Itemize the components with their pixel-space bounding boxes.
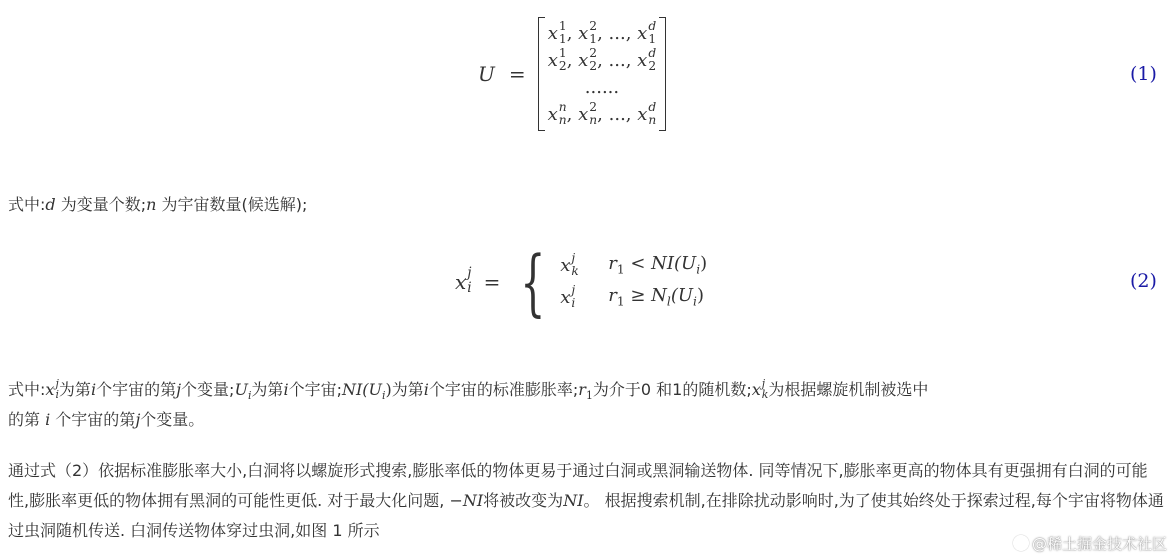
paragraph-variables: 式中:d 为变量个数;n 为宇宙数量(候选解); bbox=[8, 195, 308, 214]
matrix-row-2: x 1 2 , x 2 2 , ..., x d 2 bbox=[547, 45, 657, 73]
matrix-row-dots: ...... bbox=[584, 77, 620, 98]
equation-2-number: (2) bbox=[1130, 270, 1157, 292]
matrix-left-bracket bbox=[538, 17, 545, 131]
paragraph-explanation: 通过式（2）依据标准膨胀率大小,白洞将以螺旋形式搜索,膨胀率低的物体更易于通过白洞或黑洞输送物体. 同等情况下,膨胀率更高的物体具有更强拥有白洞的可能性,膨胀率更低的物体拥有黑洞的可能性更低. 对于最大化问题, −NI将被改变为NI。 根据搜索机制,在排除扰动影响时,为了使其始终处于探索过程,每个宇宙将物体通过虫洞随机传送. 白洞传送物体穿过虫洞,如图 1 所示 bbox=[8, 461, 1164, 540]
matrix-row-1: x 1 1 , x 2 1 , ..., x d 1 bbox=[547, 18, 657, 46]
equation-2: x j i = { x j k $r_1 < NI(U_i)$ x j i $r_1 \ge N_l(U_i)$ bbox=[455, 240, 708, 324]
equation-1 bbox=[478, 14, 666, 134]
eq1-equals: = bbox=[508, 62, 526, 86]
juejin-logo-icon bbox=[1013, 535, 1029, 551]
case-1: x j k $r_1 < NI(U_i)$ bbox=[560, 251, 708, 278]
equation-1-number: (1) bbox=[1130, 63, 1157, 85]
matrix-row-n: x n n , x 2 n , ..., x d n bbox=[547, 99, 657, 127]
matrix-right-bracket bbox=[659, 17, 666, 131]
watermark: @稀土掘金技术社区 bbox=[1013, 533, 1167, 554]
case-2: x j i $r_1 \ge N_l(U_i)$ bbox=[560, 282, 704, 310]
eq1-lhs: U bbox=[478, 62, 495, 86]
cases bbox=[560, 253, 707, 310]
matrix bbox=[545, 20, 660, 128]
cases-brace: { bbox=[520, 240, 546, 324]
paragraph-definitions: 式中:x j i 为第i个宇宙的第j个变量$;U_i$为第i个宇宙$;NI(U_i)$为第i个宇宙的标准膨胀率$;r_1$为介于0 和1的随机数;x j k 为根据螺旋机制被选中 的第 i 个宇宙的第j个变量。 bbox=[8, 377, 929, 429]
